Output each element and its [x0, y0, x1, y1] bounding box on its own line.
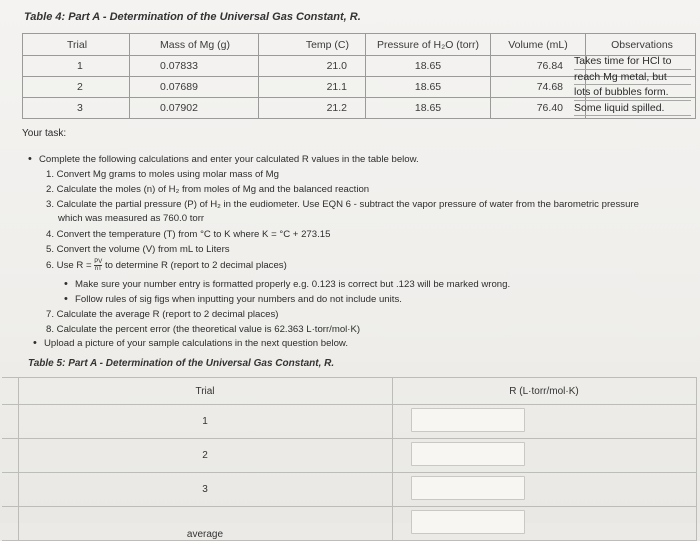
- col-header-r: R (L·torr/mol·K): [392, 378, 696, 405]
- formula-denominator: nT: [94, 266, 102, 272]
- trial-cell: 1: [23, 56, 130, 77]
- table5-title: Table 5: Part A - Determination of the Universal Gas Constant, R.: [28, 358, 335, 369]
- sub-bullet: • Make sure your number entry is formatted properly e.g. 0.123 is correct but .123 will be marked wrong.: [75, 279, 510, 290]
- mass-cell: 0.07902: [130, 98, 259, 119]
- r-input-average[interactable]: [411, 510, 525, 534]
- col-header-observations: Observations: [586, 34, 696, 56]
- observation-line: Some liquid spilled.: [574, 101, 691, 117]
- r-input-trial-3[interactable]: [411, 476, 525, 500]
- average-label: average: [18, 507, 392, 541]
- trial-cell: 2: [23, 77, 130, 98]
- upload-instruction: • Upload a picture of your sample calculations in the next question below.: [44, 338, 348, 349]
- task-step: 1. Convert Mg grams to moles using molar mass of Mg: [46, 169, 279, 180]
- task-step-continuation: which was measured as 760.0 torr: [58, 213, 205, 224]
- table-row: [2, 473, 696, 507]
- table5: [2, 377, 697, 541]
- table-row: [2, 405, 696, 439]
- table4-header-row: [23, 34, 696, 56]
- col-header-temp: Temp (C): [259, 34, 366, 56]
- pressure-cell: 18.65: [366, 77, 491, 98]
- table-row: [2, 507, 696, 541]
- task-step: 8. Calculate the percent error (the theoretical value is 62.363 L·torr/mol·K): [46, 324, 361, 335]
- task-step: 3. Calculate the partial pressure (P) of H₂ in the eudiometer. Use EQN 6 - subtract the vapor pressure of water from the barometric pressure: [46, 199, 639, 210]
- mass-cell: 0.07833: [130, 56, 259, 77]
- task-step-formula: [46, 259, 287, 272]
- col-header-trial: Trial: [23, 34, 130, 56]
- task-intro: • Complete the following calculations and enter your calculated R values in the table below.: [39, 154, 419, 165]
- volume-cell: 74.68: [491, 77, 586, 98]
- r-formula: [94, 259, 102, 272]
- formula-prefix: 6. Use R =: [46, 260, 92, 272]
- observations-text: [574, 54, 691, 116]
- task-step: 4. Convert the temperature (T) from °C to K where K = °C + 273.15: [46, 229, 331, 240]
- observation-line: Takes time for HCl to: [574, 54, 691, 70]
- task-step: 2. Calculate the moles (n) of H₂ from moles of Mg and the balanced reaction: [46, 184, 370, 195]
- table5-header-row: [2, 378, 696, 405]
- pressure-cell: 18.65: [366, 56, 491, 77]
- observation-line: reach Mg metal, but: [574, 70, 691, 86]
- sub-bullet: • Follow rules of sig figs when inputting your numbers and do not include units.: [75, 294, 402, 305]
- task-step: 7. Calculate the average R (report to 2 decimal places): [46, 309, 279, 320]
- formula-numerator: PV: [94, 259, 103, 265]
- table4-title: Table 4: Part A - Determination of the Universal Gas Constant, R.: [24, 11, 361, 23]
- task-step: 5. Convert the volume (V) from mL to Liters: [46, 244, 230, 255]
- mass-cell: 0.07689: [130, 77, 259, 98]
- col-header-pressure: Pressure of H₂O (torr): [366, 34, 491, 56]
- col-header-mass: Mass of Mg (g): [130, 34, 259, 56]
- trial-cell: 2: [18, 439, 392, 473]
- pressure-cell: 18.65: [366, 98, 491, 119]
- r-input-trial-2[interactable]: [411, 442, 525, 466]
- temp-cell: 21.2: [259, 98, 366, 119]
- task-heading: Your task:: [22, 128, 67, 139]
- volume-cell: 76.40: [491, 98, 586, 119]
- trial-cell: 3: [18, 473, 392, 507]
- temp-cell: 21.1: [259, 77, 366, 98]
- table-row: [2, 439, 696, 473]
- volume-cell: 76.84: [491, 56, 586, 77]
- trial-cell: 3: [23, 98, 130, 119]
- col-header-volume: Volume (mL): [491, 34, 586, 56]
- formula-suffix: to determine R (report to 2 decimal places): [104, 260, 287, 272]
- col-header-trial: Trial: [18, 378, 392, 405]
- temp-cell: 21.0: [259, 56, 366, 77]
- observation-line: lots of bubbles form.: [574, 85, 691, 101]
- trial-cell: 1: [18, 405, 392, 439]
- r-input-trial-1[interactable]: [411, 408, 525, 432]
